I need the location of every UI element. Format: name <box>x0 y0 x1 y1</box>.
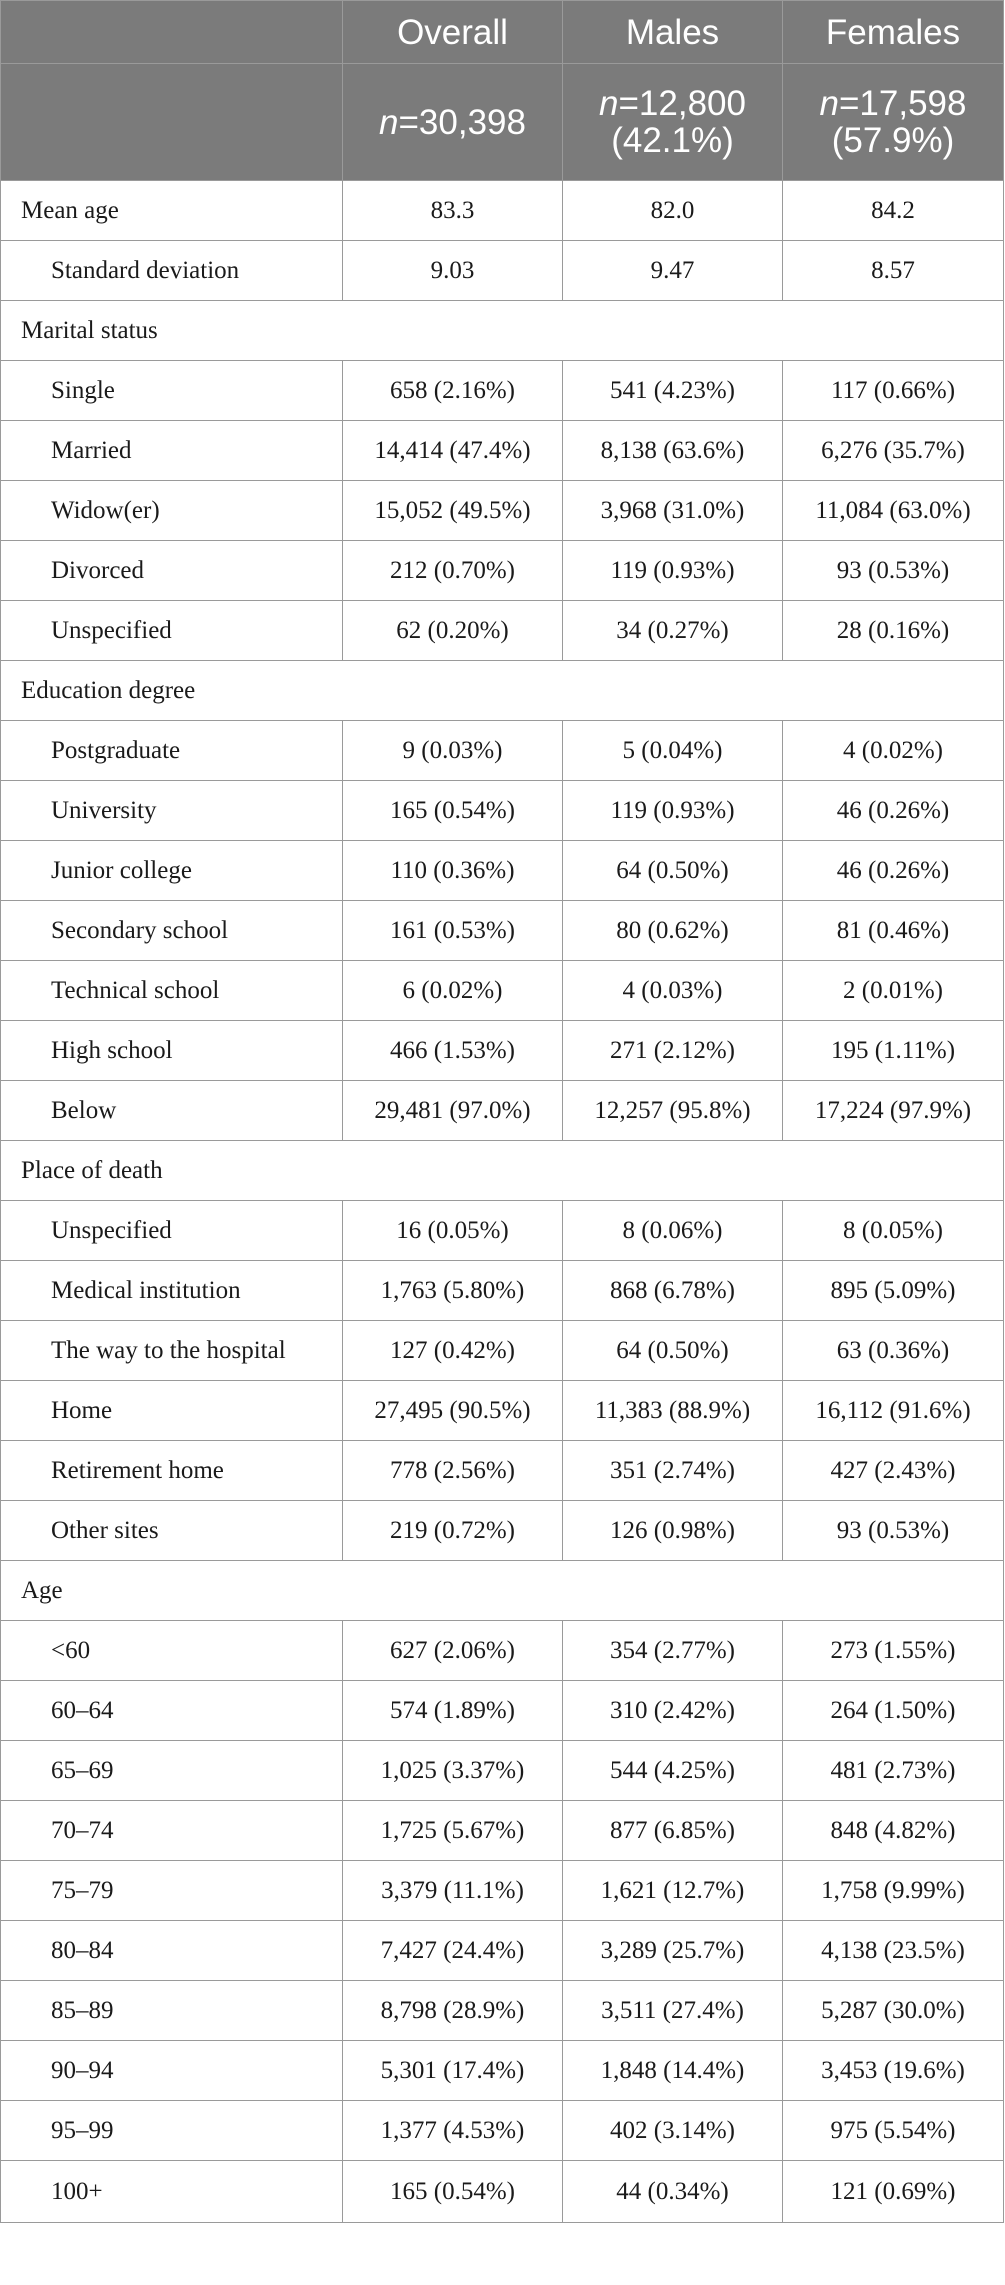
table-row <box>1 1441 1004 1501</box>
table-row <box>1 1741 1004 1801</box>
cell-females: 121 (0.69%) <box>783 2161 1004 2223</box>
cell-males: 1,621 (12.7%) <box>563 1861 783 1921</box>
cell-overall: 3,379 (11.1%) <box>343 1861 563 1921</box>
cell-overall: 1,377 (4.53%) <box>343 2101 563 2161</box>
cell-overall: 16 (0.05%) <box>343 1201 563 1261</box>
cell-females: 81 (0.46%) <box>783 901 1004 961</box>
row-label: Single <box>1 361 343 421</box>
row-label: Home <box>1 1381 343 1441</box>
cell-overall: 83.3 <box>343 181 563 241</box>
row-label: Below <box>1 1081 343 1141</box>
cell-females: 3,453 (19.6%) <box>783 2041 1004 2101</box>
cell-females: 63 (0.36%) <box>783 1321 1004 1381</box>
row-label: <60 <box>1 1621 343 1681</box>
row-label: Other sites <box>1 1501 343 1561</box>
row-label: Widow(er) <box>1 481 343 541</box>
cell-males: 544 (4.25%) <box>563 1741 783 1801</box>
table-row <box>1 1081 1004 1141</box>
cell-females: 848 (4.82%) <box>783 1801 1004 1861</box>
cell-females: 2 (0.01%) <box>783 961 1004 1021</box>
cell-males: 541 (4.23%) <box>563 361 783 421</box>
header-females: Females <box>783 1 1004 64</box>
cell-males: 5 (0.04%) <box>563 721 783 781</box>
cell-females: 975 (5.54%) <box>783 2101 1004 2161</box>
header-males: Males <box>563 1 783 64</box>
males-n-percent: (42.1%) <box>611 121 734 160</box>
row-label: Secondary school <box>1 901 343 961</box>
row-label: Junior college <box>1 841 343 901</box>
cell-males: 4 (0.03%) <box>563 961 783 1021</box>
cell-males: 119 (0.93%) <box>563 781 783 841</box>
header-overall-n <box>343 64 563 181</box>
row-label: Unspecified <box>1 1201 343 1261</box>
table-row <box>1 1021 1004 1081</box>
table-row <box>1 241 1004 301</box>
cell-overall: 658 (2.16%) <box>343 361 563 421</box>
cell-males: 64 (0.50%) <box>563 841 783 901</box>
header-blank-cell <box>1 1 343 64</box>
row-label: 70–74 <box>1 1801 343 1861</box>
row-label: 95–99 <box>1 2101 343 2161</box>
cell-females: 46 (0.26%) <box>783 781 1004 841</box>
cell-females: 4,138 (23.5%) <box>783 1921 1004 1981</box>
header-females-n <box>783 64 1004 181</box>
cell-females: 264 (1.50%) <box>783 1681 1004 1741</box>
header-row-groups <box>1 1 1004 64</box>
section-row <box>1 301 1004 361</box>
table-row <box>1 1681 1004 1741</box>
cell-overall: 62 (0.20%) <box>343 601 563 661</box>
section-label: Marital status <box>1 301 1004 361</box>
table-row <box>1 2161 1004 2223</box>
cell-males: 310 (2.42%) <box>563 1681 783 1741</box>
cell-males: 8,138 (63.6%) <box>563 421 783 481</box>
overall-n-value: =30,398 <box>398 102 526 142</box>
cell-males: 3,289 (25.7%) <box>563 1921 783 1981</box>
cell-females: 481 (2.73%) <box>783 1741 1004 1801</box>
table-row <box>1 181 1004 241</box>
header-males-n <box>563 64 783 181</box>
table-row <box>1 841 1004 901</box>
cell-overall: 9 (0.03%) <box>343 721 563 781</box>
cell-overall: 27,495 (90.5%) <box>343 1381 563 1441</box>
table-row <box>1 1381 1004 1441</box>
cell-females: 4 (0.02%) <box>783 721 1004 781</box>
row-label: Married <box>1 421 343 481</box>
section-row <box>1 1141 1004 1201</box>
cell-females: 6,276 (35.7%) <box>783 421 1004 481</box>
cell-females: 84.2 <box>783 181 1004 241</box>
cell-overall: 14,414 (47.4%) <box>343 421 563 481</box>
table-row <box>1 1261 1004 1321</box>
males-n-value: =12,800 <box>618 84 746 123</box>
row-label: 65–69 <box>1 1741 343 1801</box>
cell-males: 868 (6.78%) <box>563 1261 783 1321</box>
cell-females: 5,287 (30.0%) <box>783 1981 1004 2041</box>
section-label: Education degree <box>1 661 1004 721</box>
cell-females: 93 (0.53%) <box>783 1501 1004 1561</box>
cell-males: 34 (0.27%) <box>563 601 783 661</box>
row-label: Unspecified <box>1 601 343 661</box>
cell-overall: 165 (0.54%) <box>343 781 563 841</box>
n-symbol: n <box>379 102 399 142</box>
cell-overall: 161 (0.53%) <box>343 901 563 961</box>
table-row <box>1 421 1004 481</box>
table-row <box>1 361 1004 421</box>
cell-overall: 6 (0.02%) <box>343 961 563 1021</box>
row-label: 100+ <box>1 2161 343 2223</box>
header-blank-cell <box>1 64 343 181</box>
cell-females: 895 (5.09%) <box>783 1261 1004 1321</box>
cell-overall: 15,052 (49.5%) <box>343 481 563 541</box>
section-label: Age <box>1 1561 1004 1621</box>
row-label: 75–79 <box>1 1861 343 1921</box>
cell-males: 354 (2.77%) <box>563 1621 783 1681</box>
cell-males: 9.47 <box>563 241 783 301</box>
cell-females: 16,112 (91.6%) <box>783 1381 1004 1441</box>
females-n-percent: (57.9%) <box>831 121 955 160</box>
table-row <box>1 1321 1004 1381</box>
row-label: 90–94 <box>1 2041 343 2101</box>
row-label: 80–84 <box>1 1921 343 1981</box>
table-row <box>1 601 1004 661</box>
cell-females: 273 (1.55%) <box>783 1621 1004 1681</box>
cell-males: 3,511 (27.4%) <box>563 1981 783 2041</box>
cell-overall: 29,481 (97.0%) <box>343 1081 563 1141</box>
row-label: 85–89 <box>1 1981 343 2041</box>
row-label: Mean age <box>1 181 343 241</box>
row-label: University <box>1 781 343 841</box>
row-label: Postgraduate <box>1 721 343 781</box>
cell-males: 3,968 (31.0%) <box>563 481 783 541</box>
table-row <box>1 541 1004 601</box>
cell-males: 1,848 (14.4%) <box>563 2041 783 2101</box>
table-row <box>1 1621 1004 1681</box>
row-label: Divorced <box>1 541 343 601</box>
cell-females: 11,084 (63.0%) <box>783 481 1004 541</box>
row-label: Standard deviation <box>1 241 343 301</box>
cell-males: 12,257 (95.8%) <box>563 1081 783 1141</box>
section-label: Place of death <box>1 1141 1004 1201</box>
header-overall: Overall <box>343 1 563 64</box>
cell-overall: 165 (0.54%) <box>343 2161 563 2223</box>
table-body <box>1 181 1004 2223</box>
row-label: High school <box>1 1021 343 1081</box>
cell-females: 46 (0.26%) <box>783 841 1004 901</box>
table-row <box>1 961 1004 1021</box>
cell-overall: 627 (2.06%) <box>343 1621 563 1681</box>
cell-males: 271 (2.12%) <box>563 1021 783 1081</box>
row-label: 60–64 <box>1 1681 343 1741</box>
cell-overall: 127 (0.42%) <box>343 1321 563 1381</box>
cell-males: 64 (0.50%) <box>563 1321 783 1381</box>
row-label: Medical institution <box>1 1261 343 1321</box>
cell-overall: 8,798 (28.9%) <box>343 1981 563 2041</box>
cell-males: 877 (6.85%) <box>563 1801 783 1861</box>
females-n-value: =17,598 <box>838 84 967 123</box>
cell-males: 11,383 (88.9%) <box>563 1381 783 1441</box>
table-row <box>1 781 1004 841</box>
table-row <box>1 481 1004 541</box>
section-row <box>1 661 1004 721</box>
table-row <box>1 1201 1004 1261</box>
table-row <box>1 721 1004 781</box>
row-label: Technical school <box>1 961 343 1021</box>
cell-males: 44 (0.34%) <box>563 2161 783 2223</box>
cell-females: 117 (0.66%) <box>783 361 1004 421</box>
cell-males: 8 (0.06%) <box>563 1201 783 1261</box>
cell-males: 80 (0.62%) <box>563 901 783 961</box>
cell-overall: 778 (2.56%) <box>343 1441 563 1501</box>
table-row <box>1 1981 1004 2041</box>
table-row <box>1 1801 1004 1861</box>
cell-overall: 9.03 <box>343 241 563 301</box>
cell-overall: 1,725 (5.67%) <box>343 1801 563 1861</box>
cell-overall: 466 (1.53%) <box>343 1021 563 1081</box>
cell-overall: 1,763 (5.80%) <box>343 1261 563 1321</box>
cell-overall: 7,427 (24.4%) <box>343 1921 563 1981</box>
cell-overall: 1,025 (3.37%) <box>343 1741 563 1801</box>
cell-females: 8 (0.05%) <box>783 1201 1004 1261</box>
table-header <box>1 1 1004 181</box>
cell-males: 351 (2.74%) <box>563 1441 783 1501</box>
cell-males: 119 (0.93%) <box>563 541 783 601</box>
cell-females: 195 (1.11%) <box>783 1021 1004 1081</box>
cell-overall: 110 (0.36%) <box>343 841 563 901</box>
cell-females: 28 (0.16%) <box>783 601 1004 661</box>
cell-males: 402 (3.14%) <box>563 2101 783 2161</box>
row-label: The way to the hospital <box>1 1321 343 1381</box>
cell-overall: 574 (1.89%) <box>343 1681 563 1741</box>
row-label: Retirement home <box>1 1441 343 1501</box>
cell-females: 17,224 (97.9%) <box>783 1081 1004 1141</box>
n-symbol: n <box>819 84 839 123</box>
table-row <box>1 901 1004 961</box>
cell-overall: 212 (0.70%) <box>343 541 563 601</box>
header-row-counts <box>1 64 1004 181</box>
cell-overall: 219 (0.72%) <box>343 1501 563 1561</box>
table-row <box>1 1861 1004 1921</box>
table-row <box>1 2101 1004 2161</box>
table-row <box>1 2041 1004 2101</box>
cell-males: 126 (0.98%) <box>563 1501 783 1561</box>
table-row <box>1 1501 1004 1561</box>
cell-males: 82.0 <box>563 181 783 241</box>
n-symbol: n <box>599 84 619 123</box>
cell-overall: 5,301 (17.4%) <box>343 2041 563 2101</box>
cell-females: 93 (0.53%) <box>783 541 1004 601</box>
cell-females: 1,758 (9.99%) <box>783 1861 1004 1921</box>
section-row <box>1 1561 1004 1621</box>
cell-females: 427 (2.43%) <box>783 1441 1004 1501</box>
cell-females: 8.57 <box>783 241 1004 301</box>
table-row <box>1 1921 1004 1981</box>
